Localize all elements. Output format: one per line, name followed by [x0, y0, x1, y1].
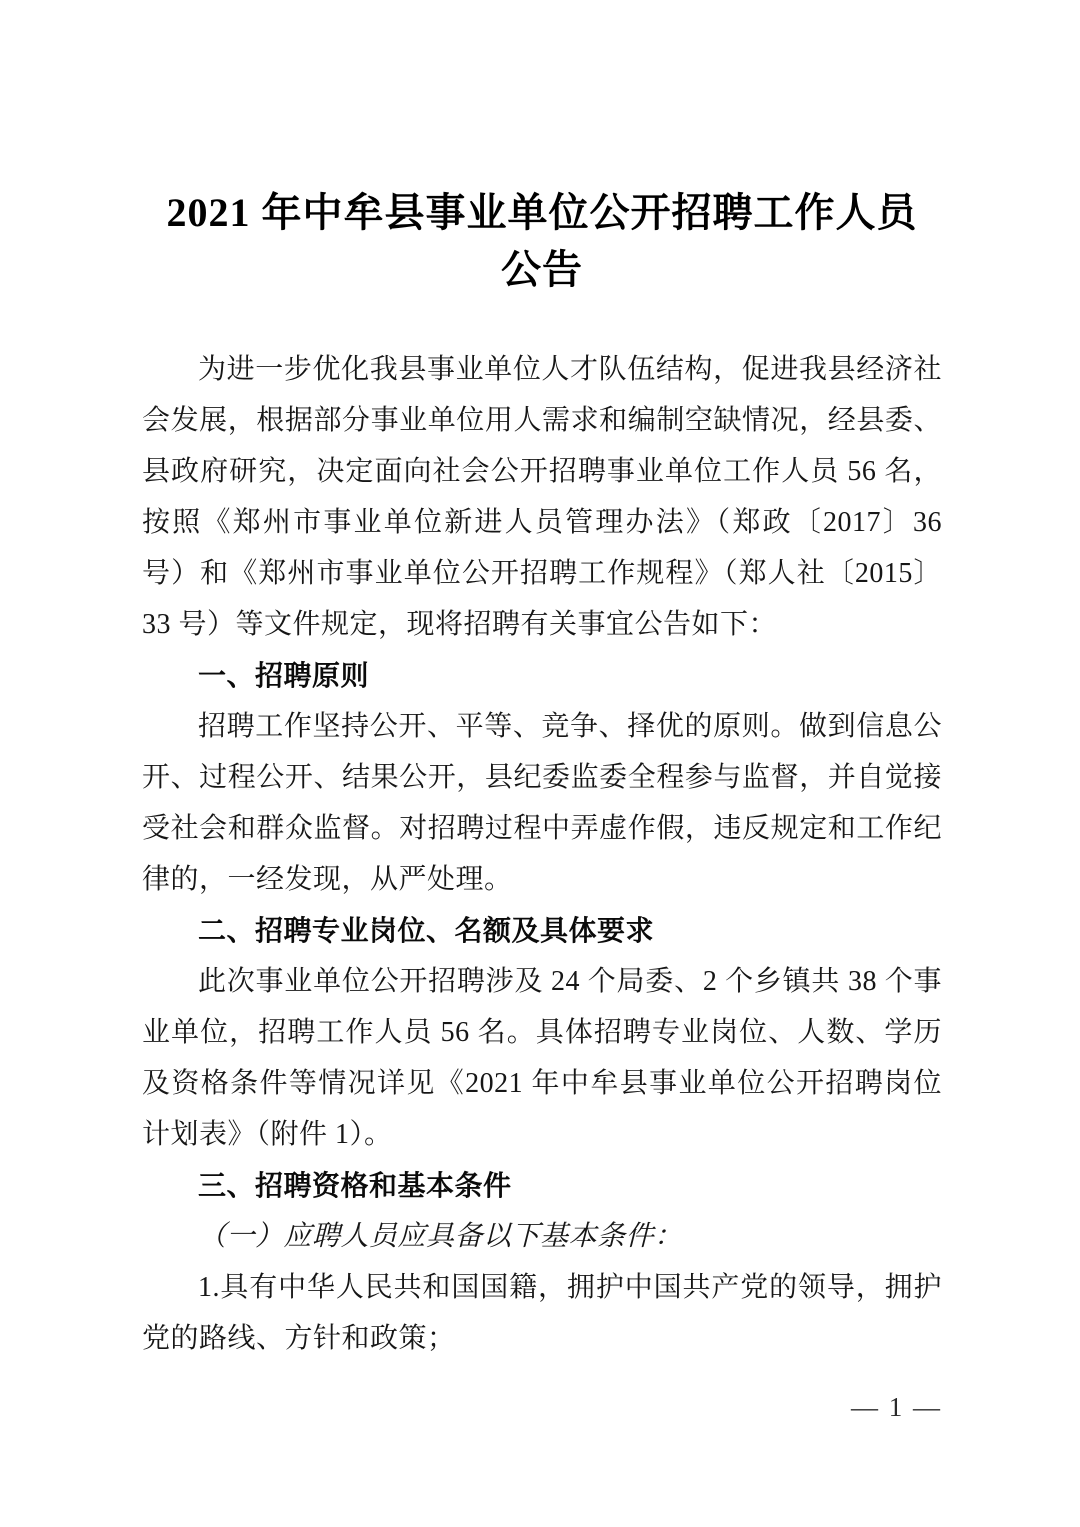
- paragraph-intro: 为进一步优化我县事业单位人才队伍结构，促进我县经济社会发展，根据部分事业单位用人需求和编制空缺情况，经县委、县政府研究，决定面向社会公开招聘事业单位工作人员 56 名，按照《郑州市事业单位新进人员管理办法》（郑政〔2017〕36 号）和《郑州市事业单位公开招聘工作规程》（郑人社〔2015〕33 号）等文件规定，现将招聘有关事宜公告如下：: [142, 354, 942, 640]
- document-content: [142, 184, 942, 1364]
- section-heading-1: 一、招聘原则: [198, 660, 370, 691]
- subsection-heading-basic-conditions: （一）应聘人员应具备以下基本条件：: [198, 1221, 683, 1252]
- paragraph-principles: 招聘工作坚持公开、平等、竞争、择优的原则。做到信息公开、过程公开、结果公开，县纪委监委全程参与监督，并自觉接受社会和群众监督。对招聘过程中弄虚作假，违反规定和工作纪律的，一经发现，从严处理。: [142, 711, 942, 895]
- title-line-2: 公告: [501, 247, 583, 292]
- section-heading-2: 二、招聘专业岗位、名额及具体要求: [198, 915, 655, 946]
- section-heading-3: 三、招聘资格和基本条件: [198, 1170, 512, 1201]
- paragraph-positions: 此次事业单位公开招聘涉及 24 个局委、2 个乡镇共 38 个事业单位，招聘工作人员 56 名。具体招聘专业岗位、人数、学历及资格条件等情况详见《2021 年中牟县事业单位公开招聘岗位计划表》（附件 1）。: [142, 966, 942, 1150]
- page-title: [142, 184, 942, 298]
- paragraph-condition-1: 1.具有中华人民共和国国籍，拥护中国共产党的领导，拥护党的路线、方针和政策；: [142, 1272, 942, 1354]
- title-line-1: 2021 年中牟县事业单位公开招聘工作人员: [166, 190, 918, 235]
- page-number: — 1 —: [851, 1392, 942, 1422]
